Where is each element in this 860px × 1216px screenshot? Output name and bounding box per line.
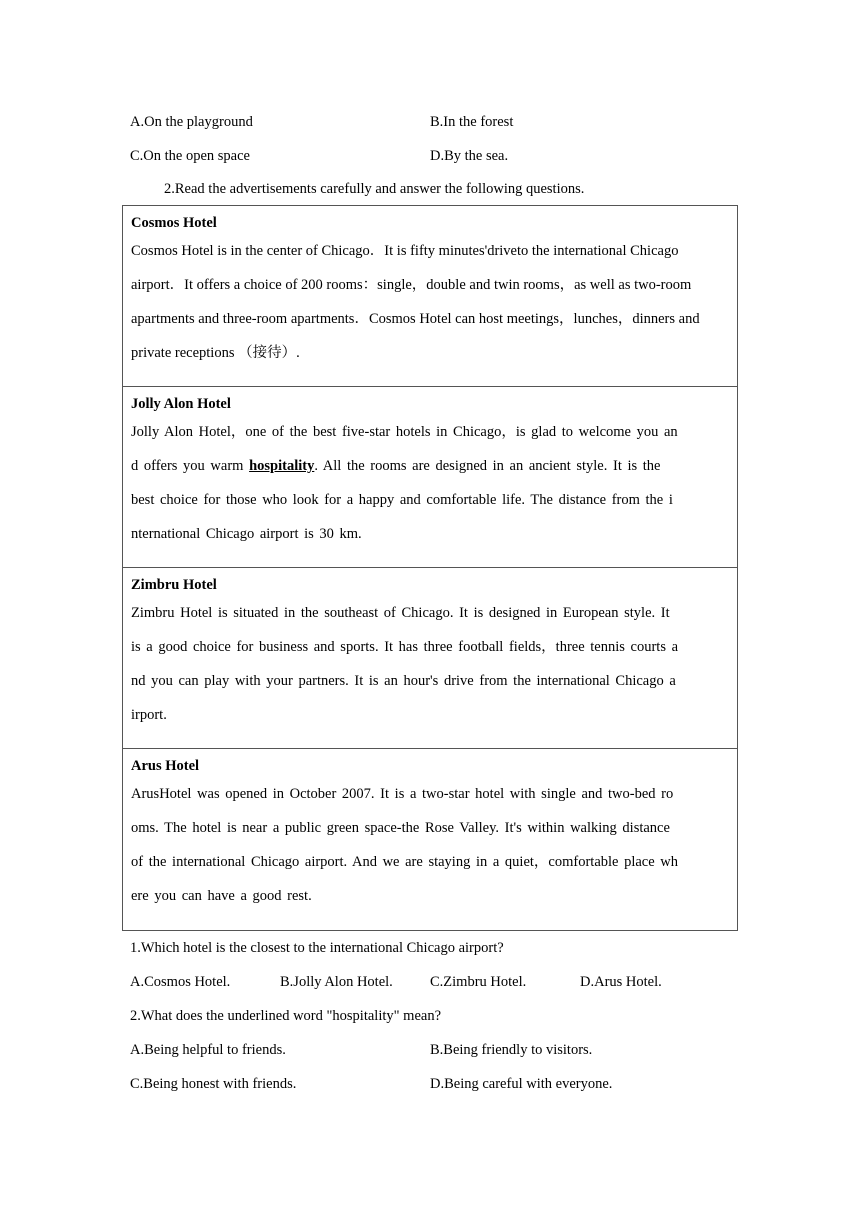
ad-line: nd you can play with your partners. It is an hour's drive from the international Chicago a [131,673,676,689]
option-c: C.On the open space [130,148,250,164]
ad-line: ere you can have a good rest. [131,888,312,904]
q1-option-c: C.Zimbru Hotel. [430,974,527,990]
ad-line: Zimbru Hotel is situated in the southeast of Chicago. It is designed in European style. It [131,605,670,621]
ad-line: nternational Chicago airport is 30 km. [131,526,362,542]
option-a: A.On the playground [130,114,253,130]
ad-text [131,596,729,732]
underlined-word: hospitality [249,458,315,474]
question-1-stem: 1.Which hotel is the closest to the international Chicago airport? [130,940,504,956]
ad-cell [123,206,738,387]
ad-line: irport. [131,707,167,723]
question-2-stem: 2.What does the underlined word "hospitality" mean? [130,1008,442,1024]
ad-line: Jolly Alon Hotel，one of the best five-star hotels in Chicago，is glad to welcome you an [131,424,678,440]
option-d: D.By the sea. [430,148,509,164]
ad-cell [123,749,738,931]
ad-row-arus [123,749,738,931]
hotel-name: Zimbru Hotel [131,577,217,593]
hotel-name: Cosmos Hotel [131,215,217,231]
ad-line: apartments and three-room apartments．Cosmos Hotel can host meetings，lunches，dinners and [131,311,700,327]
q2-option-c: C.Being honest with friends. [130,1076,297,1092]
ads-table [122,205,738,931]
q1-option-a: A.Cosmos Hotel. [130,974,231,990]
ad-line: airport．It offers a choice of 200 rooms：single，double and twin rooms，as well as two-room [131,277,692,293]
hotel-name: Jolly Alon Hotel [131,396,231,412]
ad-cell [123,568,738,749]
q1-option-d: D.Arus Hotel. [580,974,662,990]
ad-line: best choice for those who look for a happy and comfortable life. The distance from the i [131,492,673,508]
ad-text-segment: d offers you warm [131,458,250,474]
option-b: B.In the forest [430,114,514,130]
ad-text [131,415,729,551]
q1-option-b: B.Jolly Alon Hotel. [280,974,393,990]
ad-line: ArusHotel was opened in October 2007. It is a two-star hotel with single and two-bed ro [131,786,674,802]
q2-option-a: A.Being helpful to friends. [130,1042,286,1058]
ad-text [131,777,729,913]
ad-text-segment: . All the rooms are designed in an ancient style. It is the [314,458,661,474]
hotel-name: Arus Hotel [131,758,200,774]
ad-cell [123,387,738,568]
ad-line: is a good choice for business and sports. It has three football fields，three tennis courts a [131,639,679,655]
ad-line: of the international Chicago airport. And we are staying in a quiet，comfortable place wh [131,854,679,870]
ad-row-jolly [123,387,738,568]
ad-row-zimbru [123,568,738,749]
ad-line [131,449,729,483]
section-instruction: 2.Read the advertisements carefully and answer the following questions. [164,181,585,197]
ad-line: private receptions （接待）. [131,345,300,361]
q2-option-b: B.Being friendly to visitors. [430,1042,593,1058]
ad-row-cosmos [123,206,738,387]
ad-line: Cosmos Hotel is in the center of Chicago．It is fifty minutes'driveto the international Chicago [131,243,679,259]
ad-line: oms. The hotel is near a public green space-the Rose Valley. It's within walking distance [131,820,670,836]
ad-text [131,234,729,370]
q2-option-d: D.Being careful with everyone. [430,1076,613,1092]
